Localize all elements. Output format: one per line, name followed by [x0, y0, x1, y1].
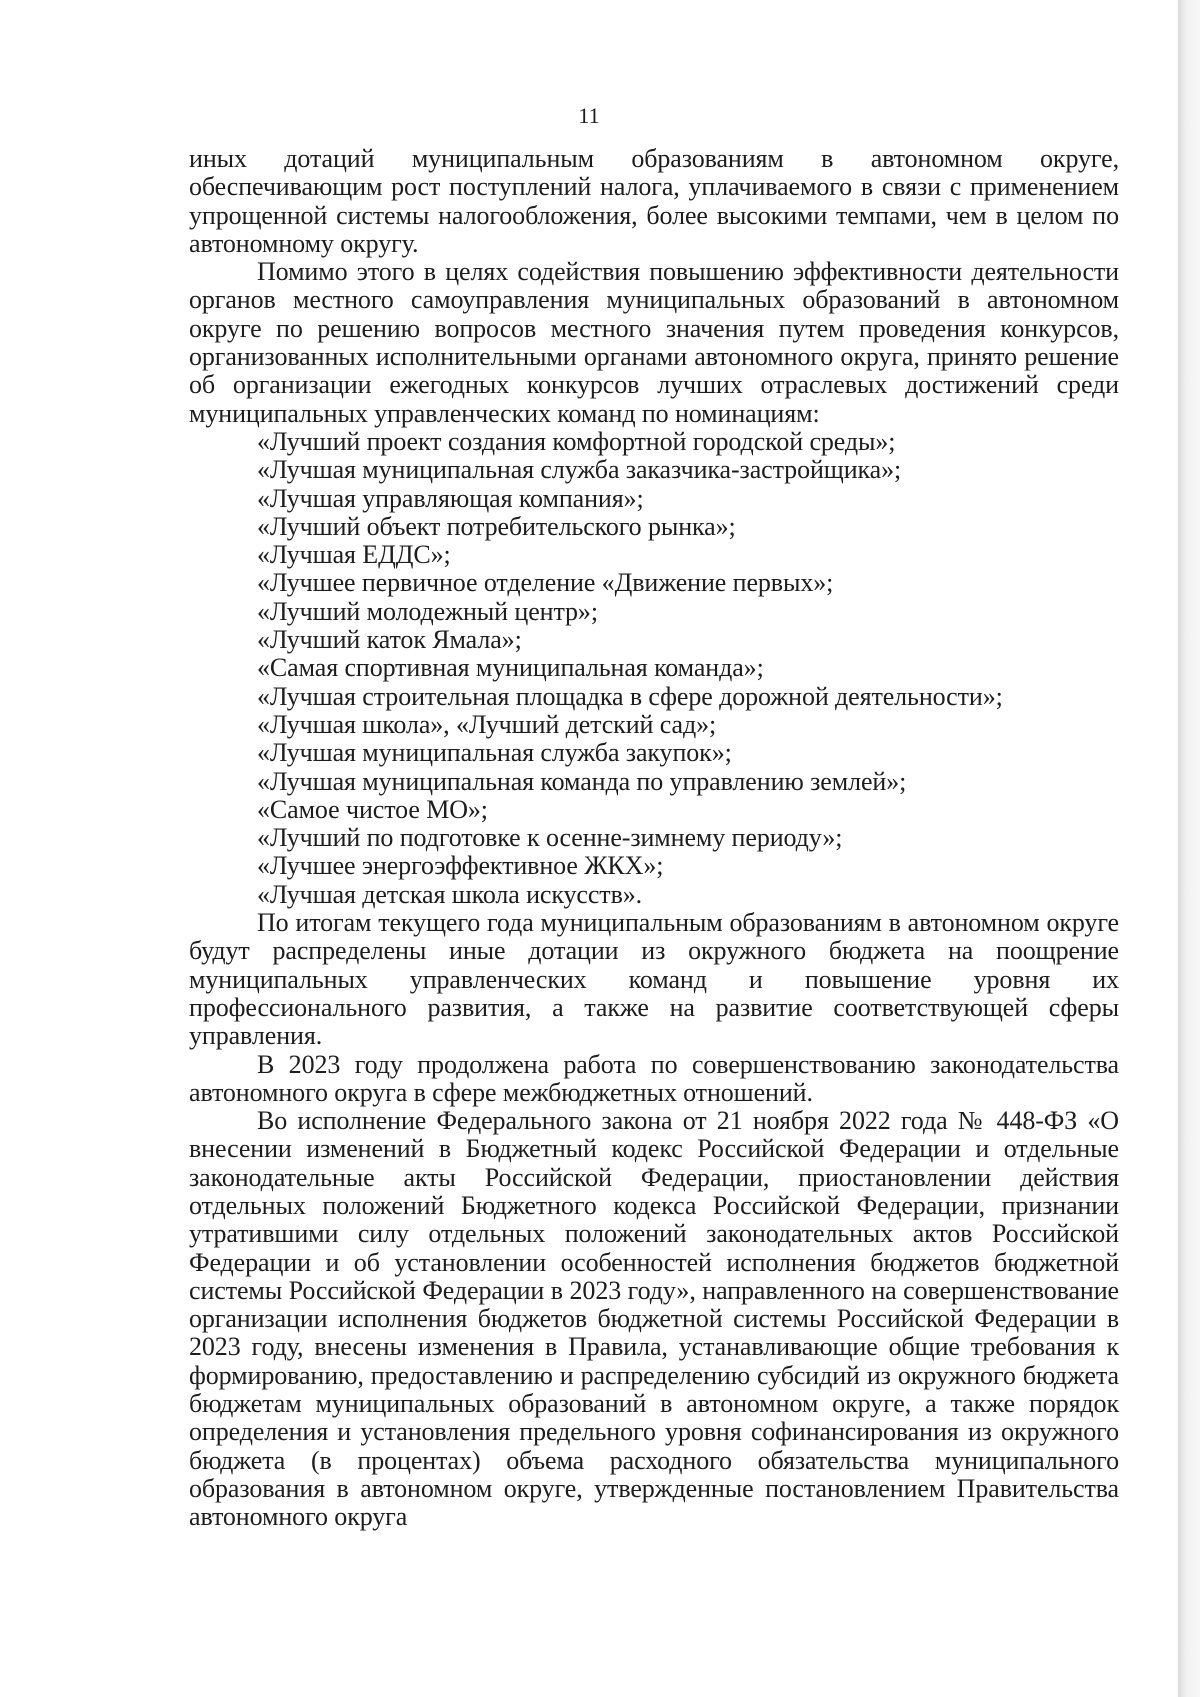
nomination-item: «Лучший молодежный центр»; — [257, 596, 598, 626]
nomination-item: «Лучший проект создания комфортной городской среды»; — [257, 426, 896, 456]
paragraph: иных дотаций муниципальным образованиям в автономном округе, обеспечивающим рост поступлений налога, уплачиваемого в связи с применением упрощенной системы налогообложения, более высокими темпами, чем в целом по автономному округу. — [189, 144, 1119, 258]
paragraph: Помимо этого в целях содействия повышению эффективности деятельности органов местного самоуправления муниципальных образований в автономном округе по решению вопросов местного значения путем проведения конкурсов, организованных исполнительными органами автономного округа, принято решение об организации ежегодных конкурсов лучших отраслевых достижений среди муниципальных управленческих команд по номинациям: — [189, 257, 1119, 428]
page-number: 11 — [578, 103, 600, 128]
nomination-item: «Лучшая школа», «Лучший детский сад»; — [257, 709, 717, 739]
nomination-item: «Лучшая ЕДДС»; — [257, 540, 451, 570]
nomination-item: «Лучшая муниципальная служба заказчика-застройщика»; — [257, 455, 902, 485]
page-edge — [1178, 0, 1200, 1697]
nomination-item: «Лучшая строительная площадка в сфере дорожной деятельности»; — [257, 681, 1003, 711]
nomination-item: «Лучшая муниципальная служба закупок»; — [257, 738, 732, 768]
paragraph: Во исполнение Федерального закона от 21 ноября 2022 года № 448-ФЗ «О внесении изменений в Бюджетный кодекс Российской Федерации и отдельные законодательные акты Российской Федерации, приостановлении действия отдельных положений Бюджетного кодекса Российской Федерации, признании утратившими силу отдельных положений законодательных актов Российской Федерации и об установлении особенностей исполнения бюджетов бюджетной системы Российской Федерации в 2023 году», направленного на совершенствование организации исполнения бюджетов бюджетной системы Российской Федерации в 2023 году, внесены изменения в Правила, устанавливающие общие требования к формированию, предоставлению и распределению субсидий из окружного бюджета бюджетам муниципальных образований в автономном округе, а также порядок определения и установления предельного уровня софинансирования из окружного бюджета (в процентах) объема расходного обязательства муниципального образования в автономном округе, утвержденные постановлением Правительства автономного округа — [189, 1106, 1119, 1532]
nomination-item: «Лучшая детская школа искусств». — [257, 879, 643, 909]
nomination-item: «Лучшее первичное отделение «Движение первых»; — [257, 568, 834, 598]
nomination-item: «Лучший по подготовке к осенне-зимнему периоду»; — [257, 823, 843, 853]
nomination-item: «Лучшая муниципальная команда по управлению землей»; — [257, 766, 907, 796]
paragraph: В 2023 году продолжена работа по совершенствованию законодательства автономного округа в сфере межбюджетных отношений. — [189, 1049, 1119, 1107]
paragraph: По итогам текущего года муниципальным образованиям в автономном округе будут распределены иные дотации из окружного бюджета на поощрение муниципальных управленческих команд и повышение уровня их профессионального развития, а также на развитие соответствующей сферы управления. — [189, 908, 1119, 1051]
nomination-item: «Лучшая управляющая компания»; — [257, 483, 644, 513]
nomination-item: «Лучший каток Ямала»; — [257, 625, 522, 655]
nominations-list — [189, 428, 1119, 909]
nomination-item: «Лучшее энергоэффективное ЖКХ»; — [257, 851, 664, 881]
nomination-item: «Самое чистое МО»; — [257, 794, 488, 824]
document-body — [189, 145, 1119, 1532]
nomination-item: «Лучший объект потребительского рынка»; — [257, 511, 736, 541]
nomination-item: «Самая спортивная муниципальная команда»; — [257, 653, 764, 683]
